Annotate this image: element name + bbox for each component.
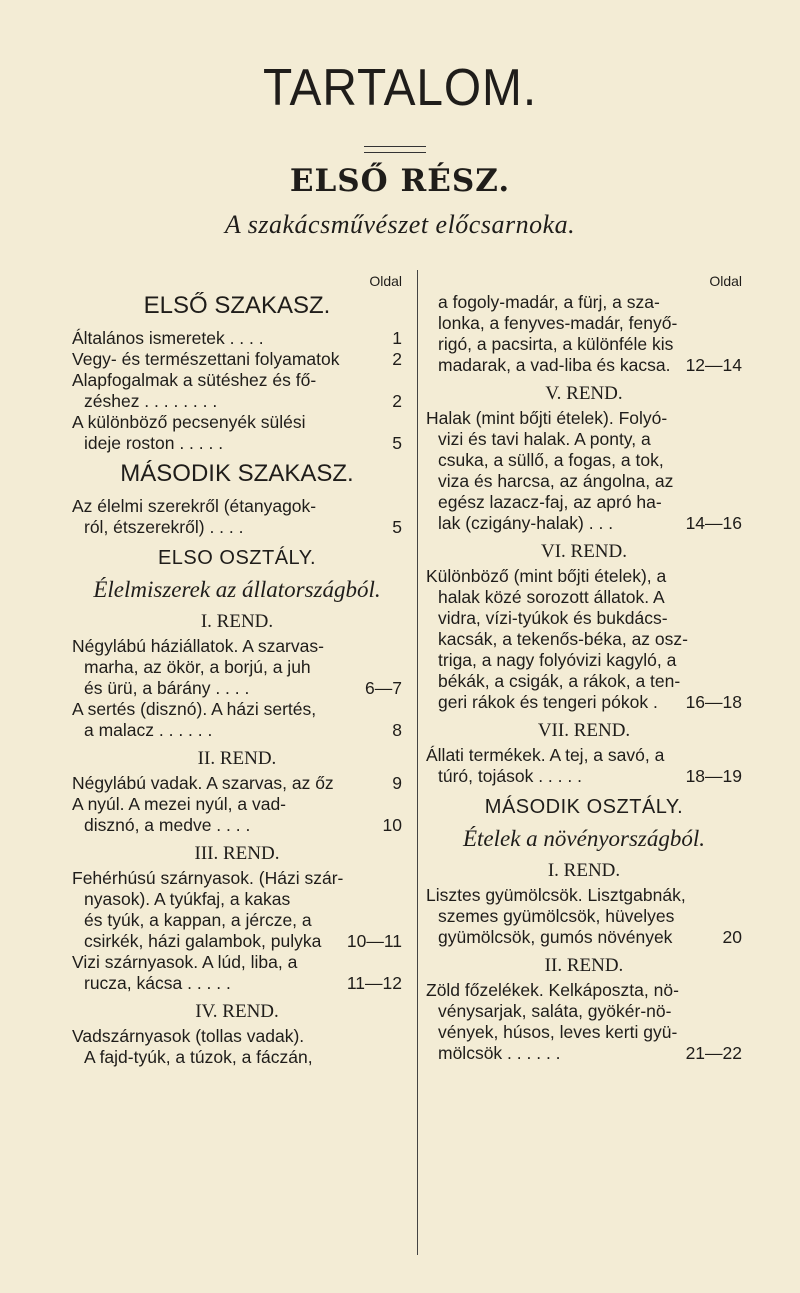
toc-entry: Alapfogalmak a sütéshez és fő- <box>72 370 317 390</box>
class-heading: ELSO OSZTÁLY. <box>157 547 317 569</box>
toc-entry: A különböző pecsenyék sülési <box>72 412 306 432</box>
toc-entry: lak (czigány-halak) . . . 14—16 <box>438 513 742 533</box>
page-column-label: Oldal <box>709 273 742 289</box>
page-title: TARTALOM. <box>262 59 538 117</box>
toc-entry: és ürü, a bárány . . . . 6—7 <box>84 678 402 698</box>
toc-entry: Vizi szárnyasok. A lúd, liba, a <box>72 952 298 972</box>
toc-entry: szemes gyümölcsök, hüvelyes <box>438 906 675 926</box>
column-divider <box>417 270 418 1255</box>
toc-right-column <box>426 270 742 1064</box>
toc-entry: kacsák, a tekenős-béka, az osz- <box>438 629 688 649</box>
toc-entry: rucza, kácsa . . . . . 11—12 <box>84 973 402 993</box>
toc-entry: nyasok). A tyúkfaj, a kakas <box>84 889 291 909</box>
toc-entry: Állati termékek. A tej, a savó, a <box>426 745 665 765</box>
section-heading: ELSŐ SZAKASZ. <box>143 292 331 319</box>
order-heading: I. REND. <box>547 860 621 881</box>
order-heading: II. REND. <box>544 955 624 976</box>
toc-entry: csirkék, házi galambok, pulyka 10—11 <box>84 931 402 951</box>
toc-entry: lonka, a fenyves-madár, fenyő- <box>438 313 678 333</box>
toc-entry: Vadszárnyasok (tollas vadak). <box>72 1026 305 1046</box>
toc-entry: Zöld főzelékek. Kelkáposzta, nö- <box>426 980 679 1000</box>
toc-entry: túró, tojások . . . . . 18—19 <box>438 766 742 786</box>
class-subheading: Élelmiszerek az állatországból. <box>93 577 381 602</box>
toc-entry: disznó, a medve . . . . 10 <box>84 815 402 835</box>
toc-entry: madarak, a vad-liba és kacsa. 12—14 <box>438 355 742 375</box>
toc-entry: A nyúl. A mezei nyúl, a vad- <box>72 794 287 814</box>
toc-entry: viza és harcsa, az ángolna, az <box>438 471 674 491</box>
toc-entry: A sertés (disznó). A házi sertés, <box>72 699 317 719</box>
toc-entry: Az élelmi szerekről (étanyagok- <box>72 496 317 516</box>
toc-left-column <box>72 270 402 1068</box>
order-heading: V. REND. <box>545 383 623 404</box>
order-heading: II. REND. <box>197 748 277 769</box>
toc-entry: marha, az ökör, a borjú, a juh <box>84 657 311 677</box>
toc-entry: ról, étszerekről) . . . . 5 <box>84 517 402 537</box>
section-heading: MÁSODIK SZAKASZ. <box>120 460 354 487</box>
toc-entry: geri rákok és tengeri pókok . 16—18 <box>438 692 742 712</box>
toc-entry: Általános ismeretek . . . . 1 <box>72 328 402 348</box>
toc-entry: vénysarjak, saláta, gyökér-nö- <box>438 1001 672 1021</box>
toc-entry: Halak (mint bőjti ételek). Folyó- <box>426 408 668 428</box>
order-heading: VI. REND. <box>540 541 628 562</box>
toc-entry: és tyúk, a kappan, a jércze, a <box>84 910 312 930</box>
toc-entry: ideje roston . . . . . 5 <box>84 433 402 453</box>
toc-entry: Különböző (mint bőjti ételek), a <box>426 566 667 586</box>
order-heading: VII. REND. <box>537 720 631 741</box>
toc-entry: a malacz . . . . . . 8 <box>84 720 402 740</box>
page-column-label: Oldal <box>369 273 402 289</box>
toc-entry: triga, a nagy folyóvizi kagyló, a <box>438 650 677 670</box>
order-heading: III. REND. <box>194 843 280 864</box>
toc-entry: Négylábú háziállatok. A szarvas- <box>72 636 324 656</box>
toc-entry: vények, húsos, leves kerti gyü- <box>438 1022 678 1042</box>
toc-entry: csuka, a süllő, a fogas, a tok, <box>438 450 664 470</box>
toc-entry: a fogoly-madár, a fürj, a sza- <box>438 292 660 312</box>
toc-entry: Fehérhúsú szárnyasok. (Házi szár- <box>72 868 344 888</box>
toc-entry: Négylábú vadak. A szarvas, az őz 9 <box>72 773 402 793</box>
part-subtitle: A szakácsművészet előcsarnoka. <box>224 210 576 239</box>
toc-entry: rigó, a pacsirta, a különféle kis <box>438 334 674 354</box>
toc-entry: Vegy- és természettani folyamatok 2 <box>72 349 402 369</box>
toc-entry: vidra, vízi-tyúkok és bukdács- <box>438 608 668 628</box>
part-title: ELSŐ RÉSZ. <box>289 163 511 199</box>
toc-entry: Lisztes gyümölcsök. Lisztgabnák, <box>426 885 686 905</box>
toc-entry: zéshez . . . . . . . . 2 <box>84 391 402 411</box>
class-subheading: Ételek a növényországból. <box>462 826 706 851</box>
toc-entry: A fajd-tyúk, a túzok, a fáczán, <box>84 1047 313 1067</box>
toc-entry: mölcsök . . . . . . 21—22 <box>438 1043 742 1063</box>
toc-entry: halak közé sorozott állatok. A <box>438 587 665 607</box>
double-rule-divider <box>364 146 426 153</box>
order-heading: I. REND. <box>200 611 274 632</box>
toc-entry: egész lazacz-faj, az apró ha- <box>438 492 662 512</box>
class-heading: MÁSODIK OSZTÁLY. <box>484 796 684 818</box>
toc-entry: gyümölcsök, gumós növények 20 <box>438 927 742 947</box>
order-heading: IV. REND. <box>195 1001 279 1022</box>
toc-entry: vizi és tavi halak. A ponty, a <box>438 429 651 449</box>
toc-entry: békák, a csigák, a rákok, a ten- <box>438 671 681 691</box>
